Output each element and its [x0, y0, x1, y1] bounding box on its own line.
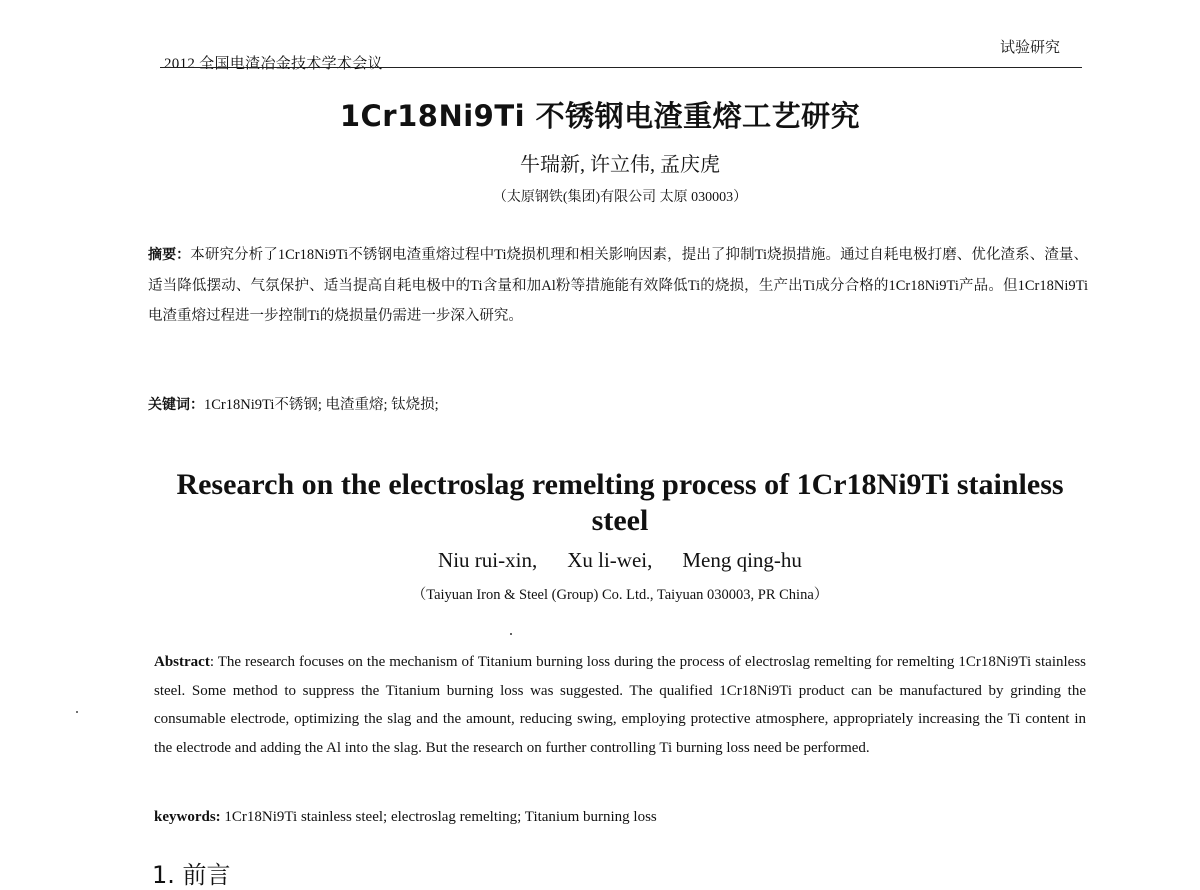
chinese-keywords [148, 394, 1088, 416]
english-keywords-text: 1Cr18Ni9Ti stainless steel; electroslag remelting; Titanium burning loss [220, 809, 657, 825]
english-authors [0, 548, 1200, 573]
chinese-keywords-label: 关键词： [148, 397, 204, 413]
running-header-conference: 2012 全国电渣冶金技术学术会议 [164, 56, 383, 72]
chinese-keywords-text: 1Cr18Ni9Ti不锈钢; 电渣重熔; 钛烧损; [204, 397, 439, 413]
section-heading-introduction: 1. 前言 [152, 861, 231, 889]
scan-speck [510, 633, 512, 635]
author-3: Meng qing-hu [682, 548, 802, 572]
author-1: Niu rui-xin, [438, 548, 538, 572]
chinese-abstract [148, 240, 1088, 332]
header-rule [160, 67, 1082, 68]
chinese-authors: 牛瑞新, 许立伟, 孟庆虎 [520, 154, 720, 176]
english-abstract-text: : The research focuses on the mechanism of Titanium burning loss during the process of electroslag remelting for remelting 1Cr18Ni9Ti stainless steel. Some method to suppress the Titanium burning loss was suggested. The qualified 1Cr18Ni9Ti product can be manufactured by grinding the consumable electrode, optimizing the slag and the amount, reducing swing, employing protective atmosphere, appropriately increasing the Ti content in the electrode and adding the Al into the slag. But the research on further controlling Ti burning loss need be performed. [154, 654, 1086, 756]
english-abstract [154, 648, 1086, 762]
english-affiliation: （Taiyuan Iron & Steel (Group) Co. Ltd., Taiyuan 030003, PR China） [411, 587, 829, 603]
chinese-abstract-text: 本研究分析了1Cr18Ni9Ti不锈钢电渣重熔过程中Ti烧损机理和相关影响因素，提出了抑制Ti烧损措施。通过自耗电极打磨、优化渣系、渣量、适当降低摆动、气氛保护、适当提高自耗电极中的Ti含量和加Al粉等措施能有效降低Ti的烧损，生产出Ti成分合格的1Cr18Ni9Ti产品。但1Cr18Ni9Ti电渣重熔过程进一步控制Ti的烧损量仍需进一步深入研究。 [148, 247, 1089, 324]
running-header-section: 试验研究 [1000, 40, 1061, 56]
english-keywords-label: keywords: [154, 809, 221, 825]
chinese-affiliation: （太原钢铁(集团)有限公司 太原 030003） [492, 190, 748, 205]
author-2: Xu li-wei, [567, 548, 653, 572]
english-keywords [154, 806, 1086, 828]
scan-speck [76, 711, 78, 713]
chinese-abstract-label: 摘要： [148, 247, 191, 263]
english-abstract-label: Abstract [154, 654, 210, 670]
chinese-title: 1Cr18Ni9Ti 不锈钢电渣重熔工艺研究 [339, 99, 861, 133]
english-title: Research on the electroslag remelting process of 1Cr18Ni9Ti stainless steel [176, 468, 1064, 537]
